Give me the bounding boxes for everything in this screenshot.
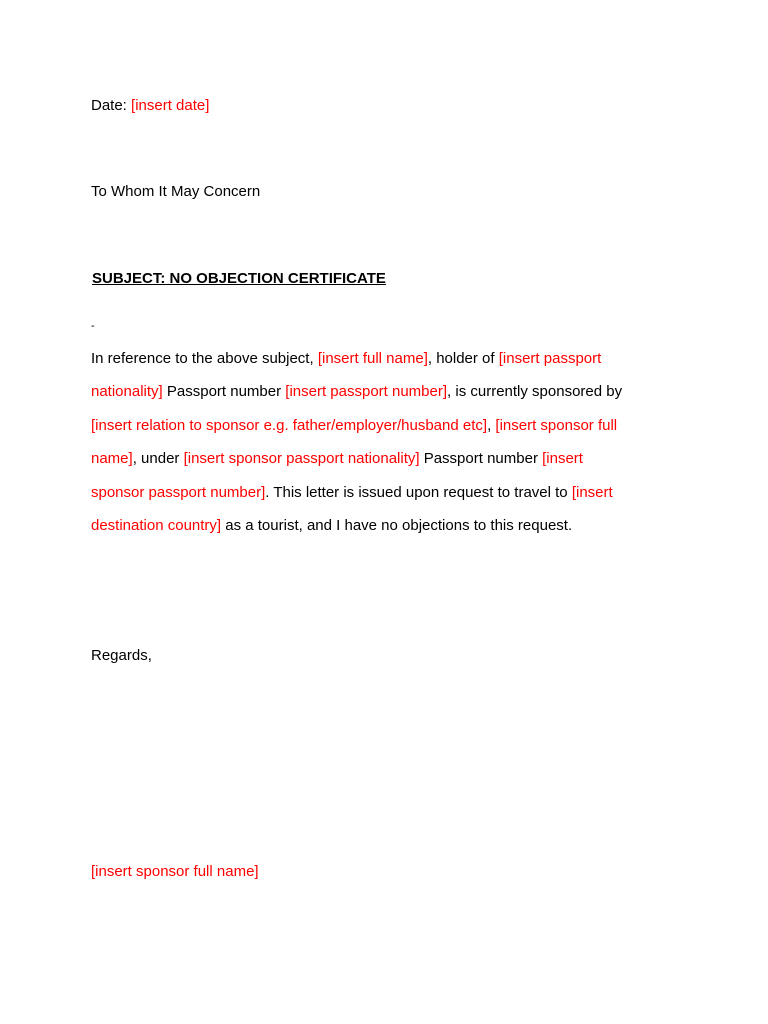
body-line [91,481,691,514]
body-line [91,447,691,480]
closing: Regards, [91,647,152,664]
date-label: Date: [91,97,132,114]
body-text: , [487,416,496,434]
body-paragraph [91,347,691,547]
salutation: To Whom It May Concern [91,183,261,200]
body-text: In reference to the above subject, [91,350,318,367]
placeholder-text: [insert passport [498,350,602,367]
body-text: , under [132,450,184,468]
placeholder-text: destination country] [91,516,222,534]
body-line [91,414,691,447]
body-line [91,380,691,413]
stray-mark: - [91,320,95,332]
placeholder-text: [insert full name] [317,350,428,367]
placeholder-text: [insert [571,483,613,501]
date-line [91,96,209,116]
body-line [91,514,691,547]
placeholder-text: [insert sponsor full [495,416,618,434]
body-text: , is currently sponsored by [447,383,623,401]
body-text: Passport number [419,450,543,468]
placeholder-text: name] [91,450,133,468]
subject-heading: SUBJECT: NO OBJECTION CERTIFICATE [92,270,386,287]
placeholder-text: [insert passport number] [285,383,448,401]
placeholder-text: [insert relation to sponsor e.g. father/employer/husband etc] [91,416,488,434]
body-text: Passport number [162,383,286,401]
body-line [91,347,691,380]
body-text: . This letter is issued upon request to travel to [265,483,572,501]
placeholder-text: sponsor passport number] [91,483,266,501]
signature-placeholder: [insert sponsor full name] [91,863,259,880]
body-text: as a tourist, and I have no objections to this request. [221,516,573,534]
date-placeholder: [insert date] [131,97,210,114]
placeholder-text: nationality] [91,383,163,401]
placeholder-text: [insert sponsor passport nationality] [183,450,420,468]
placeholder-text: [insert [542,450,583,468]
subject-line [92,269,386,289]
body-text: , holder of [427,350,499,367]
